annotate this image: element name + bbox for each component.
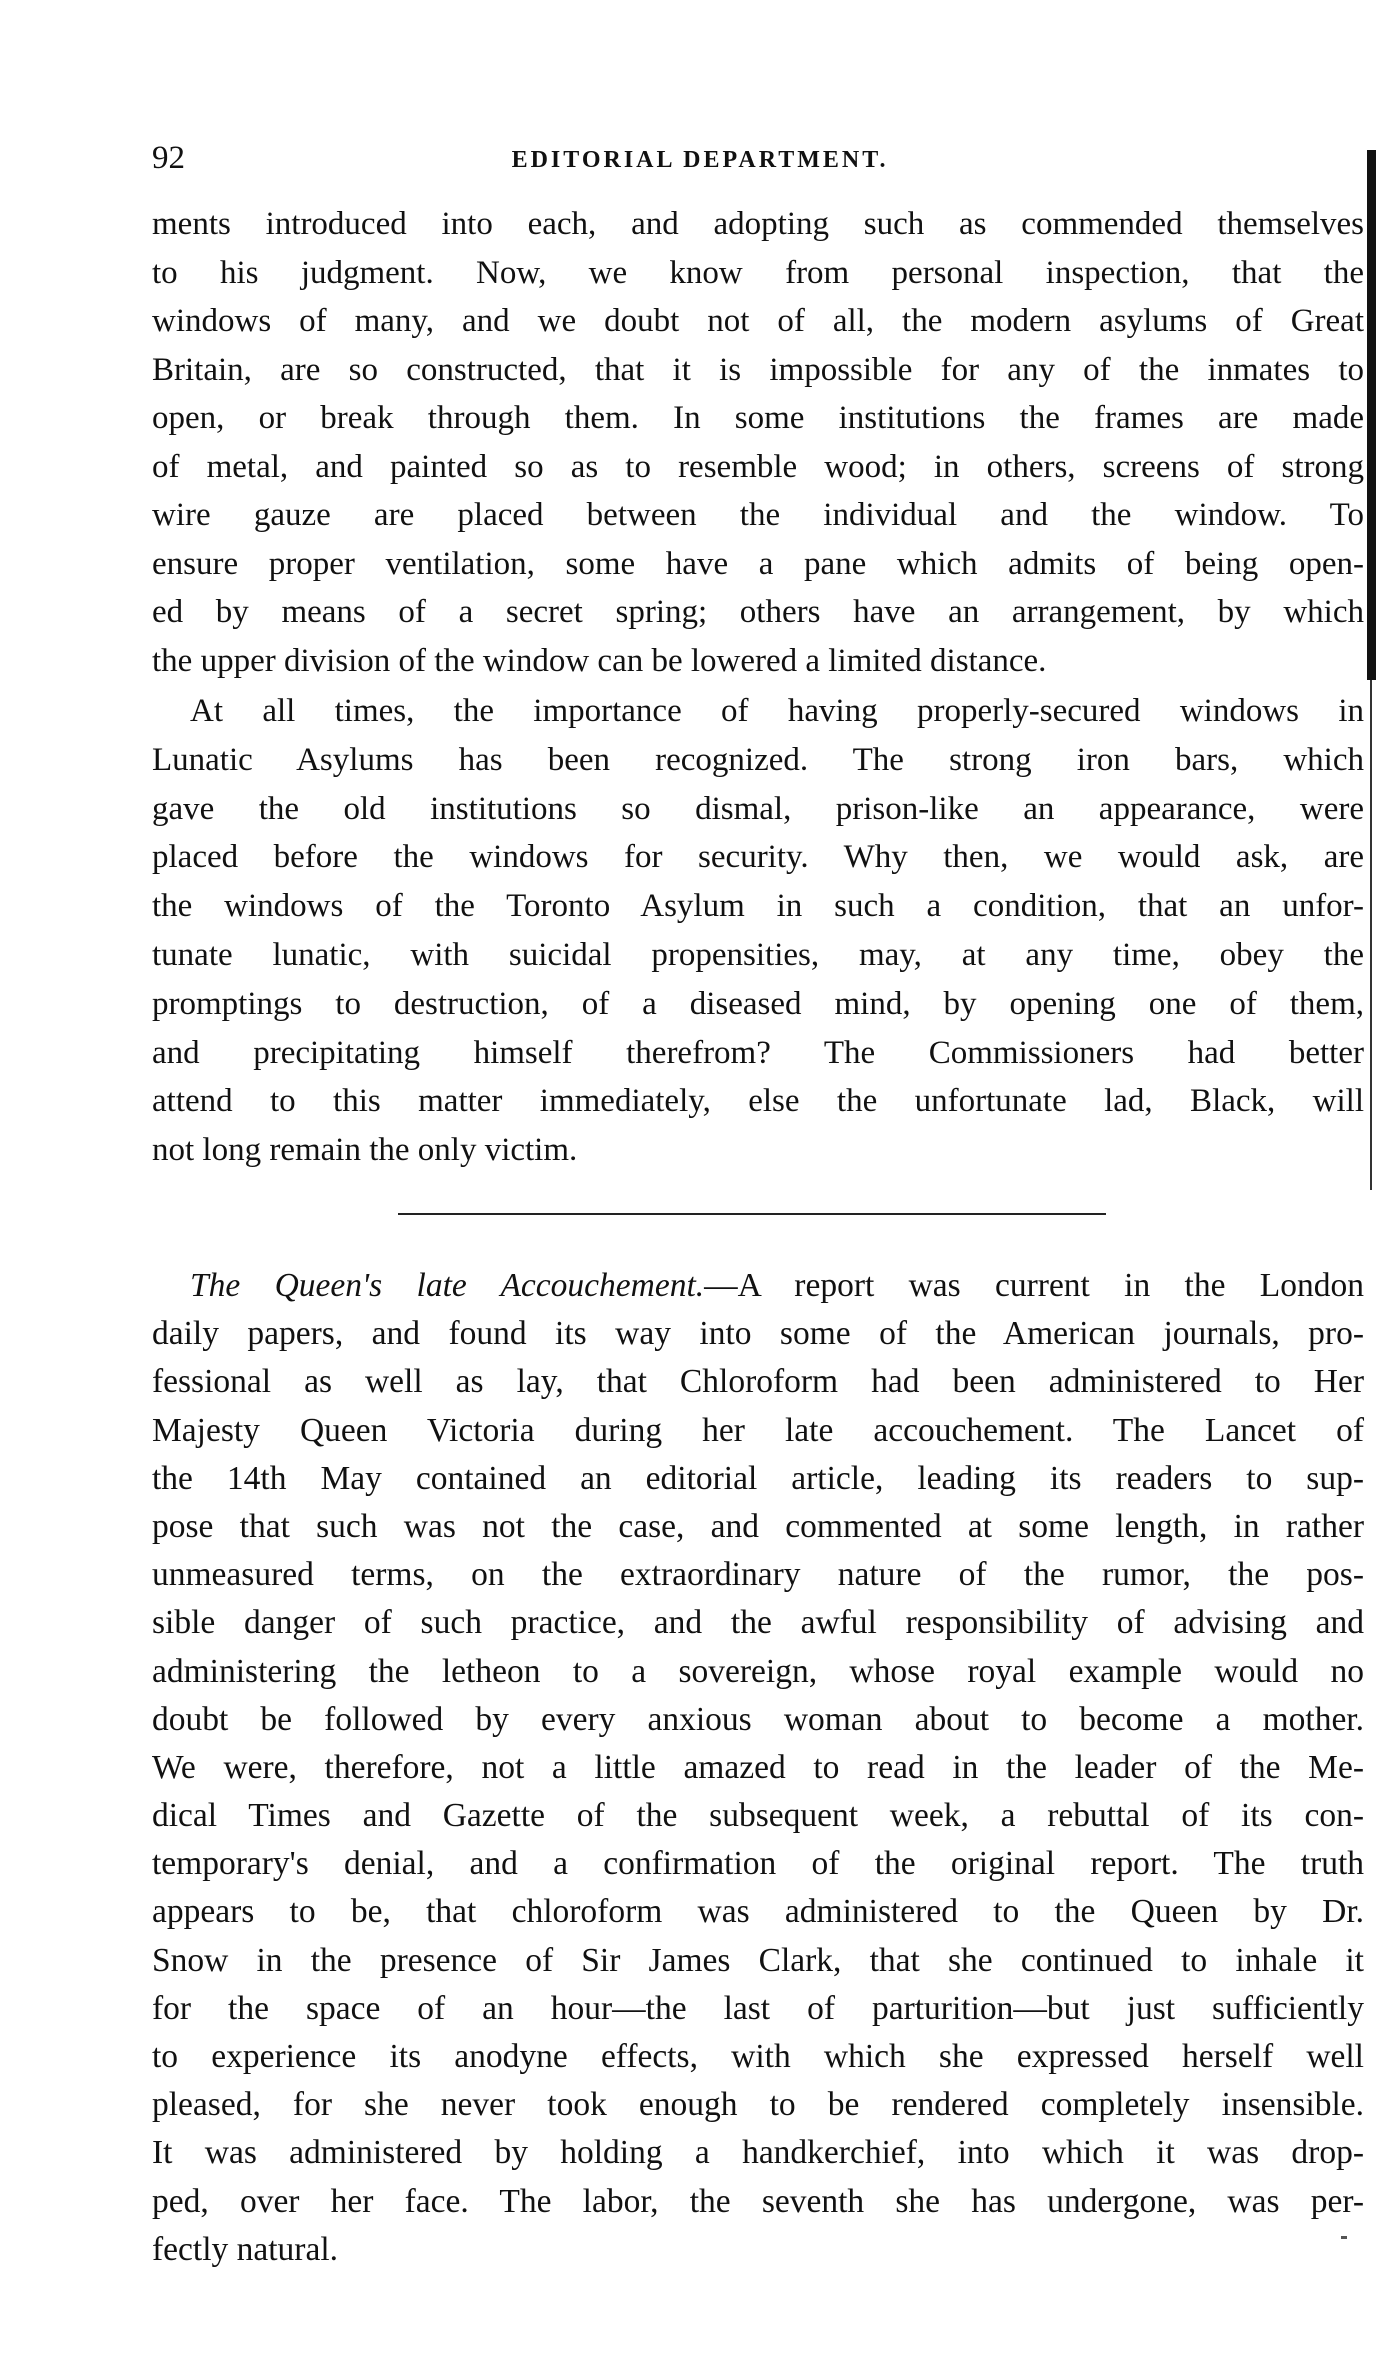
text-line [152,1262,1364,1310]
text-line: for the space of an hour—the last of parturition—but just sufficiently [152,1989,1364,2027]
text-line: placed before the windows for security. Why then, we would ask, are [152,839,1364,876]
text-line: the windows of the Toronto Asylum in such a condition, that an unfor- [152,888,1364,925]
text-line: administering the letheon to a sovereign, whose royal example would no [152,1652,1364,1690]
text-line: dical Times and Gazette of the subsequent week, a rebuttal of its con- [152,1797,1364,1835]
text-line: It was administered by holding a handkerchief, into which it was drop- [152,2134,1364,2172]
text-line: doubt be followed by every anxious woman about to become a mother. [152,1700,1364,1738]
text-line: ensure proper ventilation, some have a pane which admits of being open- [152,545,1364,582]
text-line: ed by means of a secret spring; others have an arrangement, by which [152,594,1364,630]
text-line: Lunatic Asylums has been recognized. The strong iron bars, which [152,741,1364,778]
section-title: The Queen's late Accouchement. [190,1267,705,1304]
text-line: Majesty Queen Victoria during her late accouchement. The Lancet of [152,1411,1364,1449]
text-line: ments introduced into each, and adopting such as commended themselves [152,206,1364,242]
text-line: temporary's denial, and a confirmation of the original report. The truth [152,1845,1364,1883]
text-line: appears to be, that chloroform was administered to the Queen by Dr. [152,1893,1364,1931]
margin-rule-thick [1367,150,1376,680]
paragraph-toronto-asylum [152,687,1364,1175]
paragraph-queens-accouchement [152,1262,1364,2274]
text-line: unmeasured terms, on the extraordinary nature of the rumor, the pos- [152,1556,1364,1594]
text-line: sible danger of such practice, and the awful responsibility of advising and [152,1604,1364,1642]
text-line: open, or break through them. In some institutions the frames are made [152,400,1364,436]
print-mark [1341,2236,1347,2239]
text-fragment: —A report was current in the London [704,1267,1364,1304]
text-line: the 14th May contained an editorial article, leading its readers to sup- [152,1459,1364,1497]
text-line: attend to this matter immediately, else the unfortunate lad, Black, will [152,1083,1364,1120]
running-head: EDITORIAL DEPARTMENT. [511,147,889,173]
text-line: pose that such was not the case, and commented at some length, in rather [152,1507,1364,1545]
text-line: to his judgment. Now, we know from personal inspection, that the [152,254,1364,291]
text-line: ped, over her face. The labor, the seventh she has undergone, was per- [152,2182,1364,2220]
text-line: daily papers, and found its way into some of the American journals, pro- [152,1315,1364,1353]
text-line: not long remain the only victim. [152,1132,578,1169]
text-line: Britain, are so constructed, that it is impossible for any of the inmates to [152,351,1364,388]
section-divider [398,1213,1106,1215]
paragraph-windows [152,200,1364,685]
text-line: We were, therefore, not a little amazed to read in the leader of the Me- [152,1748,1364,1786]
text-line: At all times, the importance of having properly-secured windows in [190,693,1364,729]
page-number: 92 [152,140,185,176]
text-line: fessional as well as lay, that Chloroform had been administered to Her [152,1363,1364,1401]
text-line: promptings to destruction, of a diseased mind, by opening one of them, [152,985,1364,1022]
text-line: and precipitating himself therefrom? The Commissioners had better [152,1034,1364,1071]
text-line: Snow in the presence of Sir James Clark, that she continued to inhale it [152,1941,1364,1979]
text-line: windows of many, and we doubt not of all, the modern asylums of Great [152,303,1364,339]
text-line: the upper division of the window can be lowered a limited distance. [152,642,1047,679]
text-line: of metal, and painted so as to resemble wood; in others, screens of strong [152,448,1364,485]
text-line: tunate lunatic, with suicidal propensities, may, at any time, obey the [152,936,1364,973]
text-line: fectly natural. [152,2230,339,2268]
text-line: gave the old institutions so dismal, prison-like an appearance, were [152,790,1364,827]
text-line: to experience its anodyne effects, with which she expressed herself well [152,2038,1364,2075]
text-line: pleased, for she never took enough to be rendered completely insensible. [152,2086,1364,2124]
margin-rule-thin [1370,680,1372,1190]
text-line: wire gauze are placed between the individual and the window. To [152,497,1364,533]
